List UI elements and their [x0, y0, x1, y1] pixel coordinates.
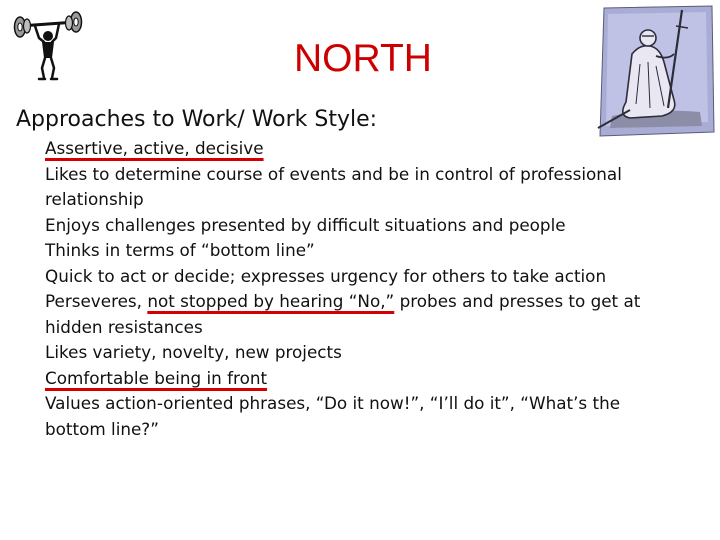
list-item: Values action-oriented phrases, “Do it now!”, “I’ll do it”, “What’s the bottom line?” [45, 393, 621, 439]
list-item [45, 289, 685, 340]
list-item: Thinks in terms of “bottom line” [45, 240, 315, 260]
list-item: Likes to determine course of events and be in control of professional relationship [45, 163, 622, 209]
underlined-phrase: not stopped by hearing “No,” [147, 291, 395, 311]
section-heading: Approaches to Work/ Work Style: [16, 107, 378, 132]
underlined-phrase: Comfortable being in front [45, 367, 268, 388]
list-item: Enjoys challenges presented by difficult situations and people [45, 214, 566, 235]
work-style-list [45, 136, 685, 442]
list-item [45, 366, 685, 392]
list-item [45, 136, 685, 162]
list-item: Quick to act or decide; expresses urgency for others to take action [45, 265, 607, 286]
list-item-text: probes and presses to get at hidden resistances [45, 291, 641, 337]
list-item-text: Perseveres, [45, 291, 148, 311]
list-item: Likes variety, novelty, new projects [45, 342, 342, 362]
underlined-phrase: Assertive, active, decisive [45, 138, 264, 158]
slide-title: NORTH [294, 37, 432, 80]
